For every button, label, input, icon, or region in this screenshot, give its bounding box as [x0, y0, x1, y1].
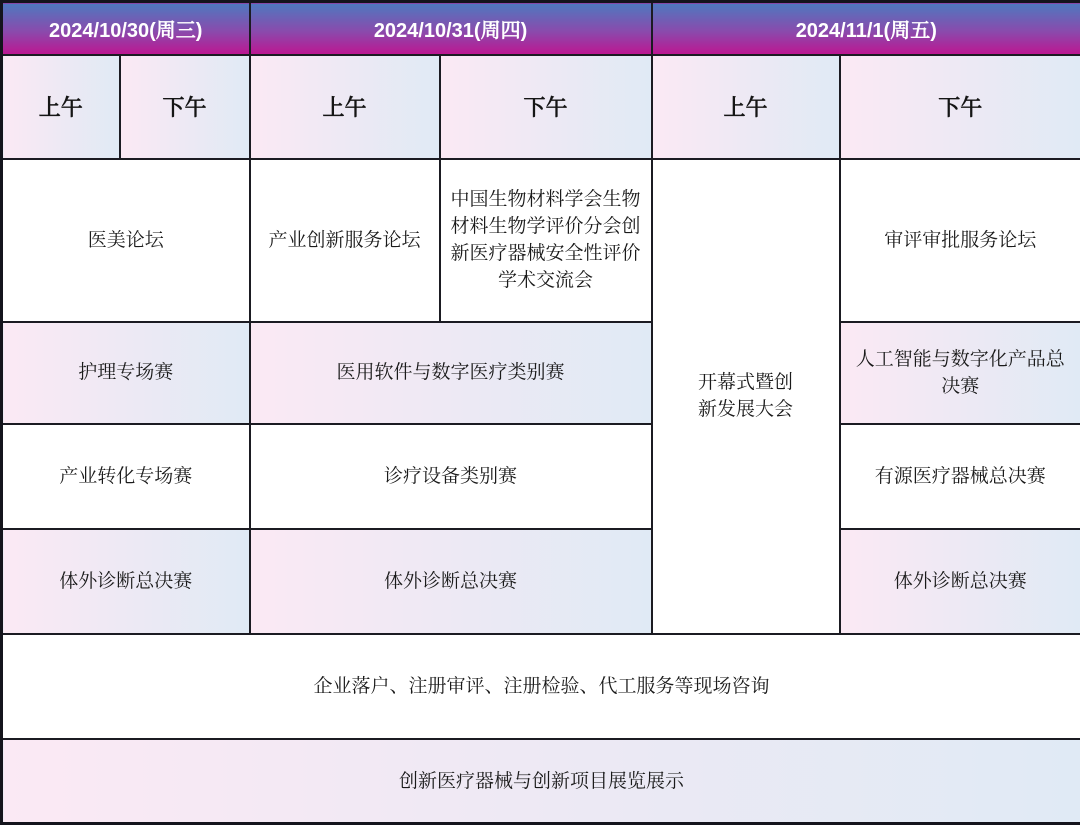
cell-ivd-final-day3: 体外诊断总决赛	[840, 529, 1080, 634]
cell-industry-transformation-competition: 产业转化专场赛	[2, 424, 250, 528]
consultation-row	[2, 634, 1080, 739]
cell-nursing-competition: 护理专场赛	[2, 322, 250, 424]
period-day3-pm: 下午	[840, 55, 1080, 158]
date-header-oct30: 2024/10/30(周三)	[2, 2, 250, 56]
period-day3-am: 上午	[652, 55, 840, 158]
period-day1-pm: 下午	[120, 55, 250, 158]
cell-innovation-exhibition: 创新医疗器械与创新项目展览展示	[2, 739, 1080, 823]
period-day2-am: 上午	[250, 55, 440, 158]
competition-row-1	[2, 322, 1080, 424]
forums-row	[2, 159, 1080, 322]
cell-medical-aesthetics-forum: 医美论坛	[2, 159, 250, 322]
date-header-oct31: 2024/10/31(周四)	[250, 2, 652, 56]
cell-ivd-final-day2: 体外诊断总决赛	[250, 529, 652, 634]
cell-active-medical-device-final: 有源医疗器械总决赛	[840, 424, 1080, 528]
period-day2-pm: 下午	[440, 55, 652, 158]
cell-ivd-final-day1: 体外诊断总决赛	[2, 529, 250, 634]
exhibition-row	[2, 739, 1080, 823]
cell-biomaterials-safety-symposium: 中国生物材料学会生物材料生物学评价分会创新医疗器械安全性评价学术交流会	[440, 159, 652, 322]
cell-diagnosis-treatment-equipment-category: 诊疗设备类别赛	[250, 424, 652, 528]
opening-ceremony-label: 开幕式暨创新发展大会	[698, 372, 794, 421]
cell-review-approval-service-forum: 审评审批服务论坛	[840, 159, 1080, 322]
cell-industry-innovation-service-forum: 产业创新服务论坛	[250, 159, 440, 322]
period-header-row	[2, 55, 1080, 158]
competition-row-2	[2, 424, 1080, 528]
cell-ai-digital-product-final: 人工智能与数字化产品总决赛	[840, 322, 1080, 424]
cell-opening-ceremony	[652, 159, 840, 634]
date-header-row	[2, 2, 1080, 56]
competition-row-3	[2, 529, 1080, 634]
period-day1-am: 上午	[2, 55, 120, 158]
cell-onsite-consultation: 企业落户、注册审评、注册检验、代工服务等现场咨询	[2, 634, 1080, 739]
cell-medical-software-digital-category: 医用软件与数字医疗类别赛	[250, 322, 652, 424]
date-header-nov1: 2024/11/1(周五)	[652, 2, 1080, 56]
